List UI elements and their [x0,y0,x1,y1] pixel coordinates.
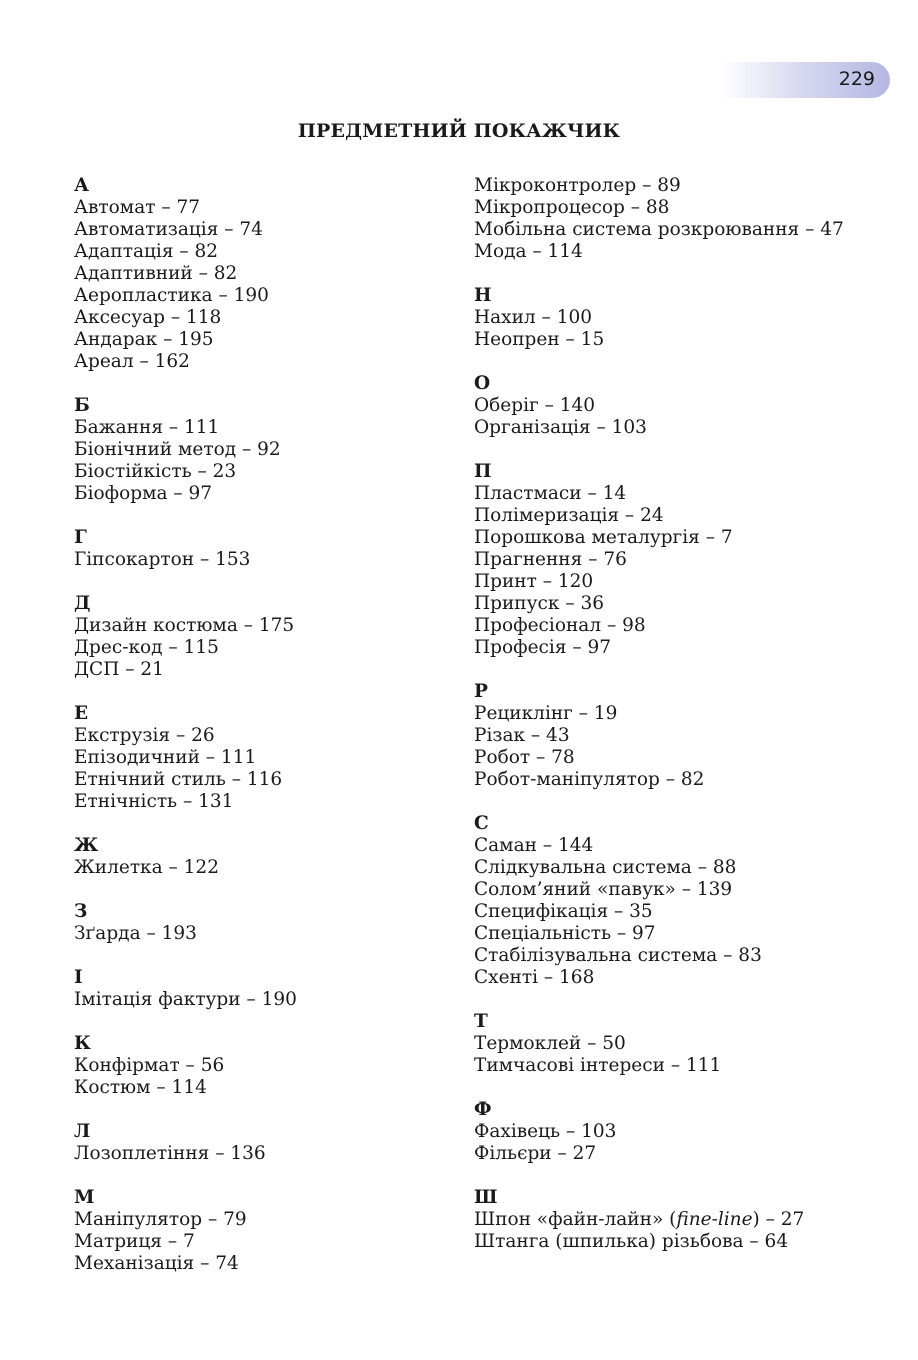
index-entry: Оберіг – 140 [474,395,596,416]
index-entry: Фахівець – 103 [474,1121,617,1142]
page-number: 229 [838,68,875,90]
page-number-tab [722,62,890,98]
index-entry: Дрес-код – 115 [74,637,219,658]
index-letter: К [74,1033,91,1054]
index-entry: Матриця – 7 [74,1231,195,1252]
index-entry: Ареал – 162 [74,351,190,372]
index-entry: Маніпулятор – 79 [74,1209,247,1230]
index-entry: Нахил – 100 [474,307,593,328]
index-group-r [474,681,904,791]
index-entry: Етнічний стиль – 116 [74,769,283,790]
index-letter: Е [74,703,89,724]
index-letter: О [474,373,491,394]
index-group-a [74,175,454,373]
index-group-k [74,1033,454,1099]
index-letter: І [74,967,83,988]
index-entry: Епізодичний – 111 [74,747,257,768]
index-entry-text: ) – 27 [752,1209,805,1230]
index-group-z [74,901,454,945]
index-entry: Автомат – 77 [74,197,201,218]
index-entry-italic-text: fine-line [676,1209,753,1230]
index-entry: Фільєри – 27 [474,1143,597,1164]
index-letter: Р [474,681,488,702]
index-entry: Професія – 97 [474,637,612,658]
index-entry: Біостійкість – 23 [74,461,237,482]
index-entry: Спеціальність – 97 [474,923,656,944]
index-entry: Слідкувальна система – 88 [474,857,737,878]
index-entry-shpon [474,1209,904,1231]
index-entry: Солом’яний «павук» – 139 [474,879,733,900]
index-entry: Пластмаси – 14 [474,483,627,504]
index-group-t [474,1011,904,1077]
index-letter: П [474,461,492,482]
index-letter: Б [74,395,90,416]
index-entry: ДСП – 21 [74,659,164,680]
index-entry: Прагнення – 76 [474,549,627,570]
index-entry: Припуск – 36 [474,593,604,614]
index-entry: Робот-маніпулятор – 82 [474,769,705,790]
index-group-p [474,461,904,659]
index-group-zh [74,835,454,879]
index-letter: Л [74,1121,91,1142]
index-group-m-continued [474,175,904,263]
index-entry: Професіонал – 98 [474,615,646,636]
index-letter: Ж [74,835,99,856]
index-letter: Н [474,285,492,306]
index-entry: Полімеризація – 24 [474,505,664,526]
index-group-m [74,1187,454,1275]
index-entry: Саман – 144 [474,835,594,856]
index-entry: Порошкова металургія – 7 [474,527,733,548]
index-group-n [474,285,904,351]
index-letter: С [474,813,489,834]
index-entry: Неопрен – 15 [474,329,605,350]
index-letter: Г [74,527,87,548]
index-entry: Механізація – 74 [74,1253,239,1274]
index-entry: Мікропроцесор – 88 [474,197,670,218]
index-entry-text: Шпон «файн-лайн» ( [474,1209,677,1230]
index-entry: Зґарда – 193 [74,923,197,944]
index-letter: А [74,175,90,196]
index-entry: Імітація фактури – 190 [74,989,297,1010]
index-entry: Мікроконтролер – 89 [474,175,681,196]
index-letter: Д [74,593,91,614]
page-title: ПРЕДМЕТНИЙ ПОКАЖЧИК [297,120,621,142]
index-entry: Тимчасові інтереси – 111 [474,1055,722,1076]
index-entry: Адаптивний – 82 [74,263,238,284]
index-group-s [474,813,904,989]
index-entry: Жилетка – 122 [74,857,219,878]
index-entry: Схенті – 168 [474,967,595,988]
index-column-right [474,175,904,1275]
index-entry: Екструзія – 26 [74,725,215,746]
index-group-b [74,395,454,505]
index-entry: Лозоплетіння – 136 [74,1143,266,1164]
index-letter: З [74,901,88,922]
index-entry: Конфірмат – 56 [74,1055,225,1076]
index-entry: Мода – 114 [474,241,583,262]
index-entry: Бажання – 111 [74,417,220,438]
index-entry: Специфікація – 35 [474,901,653,922]
index-group-h [74,527,454,571]
index-group-sh [474,1187,904,1253]
index-entry: Біоформа – 97 [74,483,213,504]
index-entry: Стабілізувальна система – 83 [474,945,762,966]
index-entry: Етнічність – 131 [74,791,234,812]
index-group-i [74,967,454,1011]
index-entry: Аеропластика – 190 [74,285,269,306]
index-letter: Ф [474,1099,492,1120]
index-group-o [474,373,904,439]
index-entry: Автоматизація – 74 [74,219,263,240]
index-group-e [74,703,454,813]
index-column-left [74,175,454,1297]
index-entry: Біонічний метод – 92 [74,439,281,460]
index-entry: Адаптація – 82 [74,241,219,262]
index-entry: Організація – 103 [474,417,647,438]
index-entry: Робот – 78 [474,747,575,768]
index-group-d [74,593,454,681]
index-entry: Рециклінг – 19 [474,703,618,724]
index-entry: Принт – 120 [474,571,594,592]
index-entry: Дизайн костюма – 175 [74,615,295,636]
index-entry: Термоклей – 50 [474,1033,626,1054]
index-letter: Ш [474,1187,498,1208]
index-entry: Костюм – 114 [74,1077,207,1098]
index-entry: Різак – 43 [474,725,570,746]
index-entry: Штанга (шпилька) різьбова – 64 [474,1231,789,1252]
index-letter: Т [474,1011,488,1032]
index-entry: Гіпсокартон – 153 [74,549,251,570]
index-letter: М [74,1187,95,1208]
index-group-f [474,1099,904,1165]
index-group-l [74,1121,454,1165]
index-entry: Мобільна система розкроювання – 47 [474,219,844,240]
index-entry: Андарак – 195 [74,329,214,350]
index-entry: Аксесуар – 118 [74,307,222,328]
